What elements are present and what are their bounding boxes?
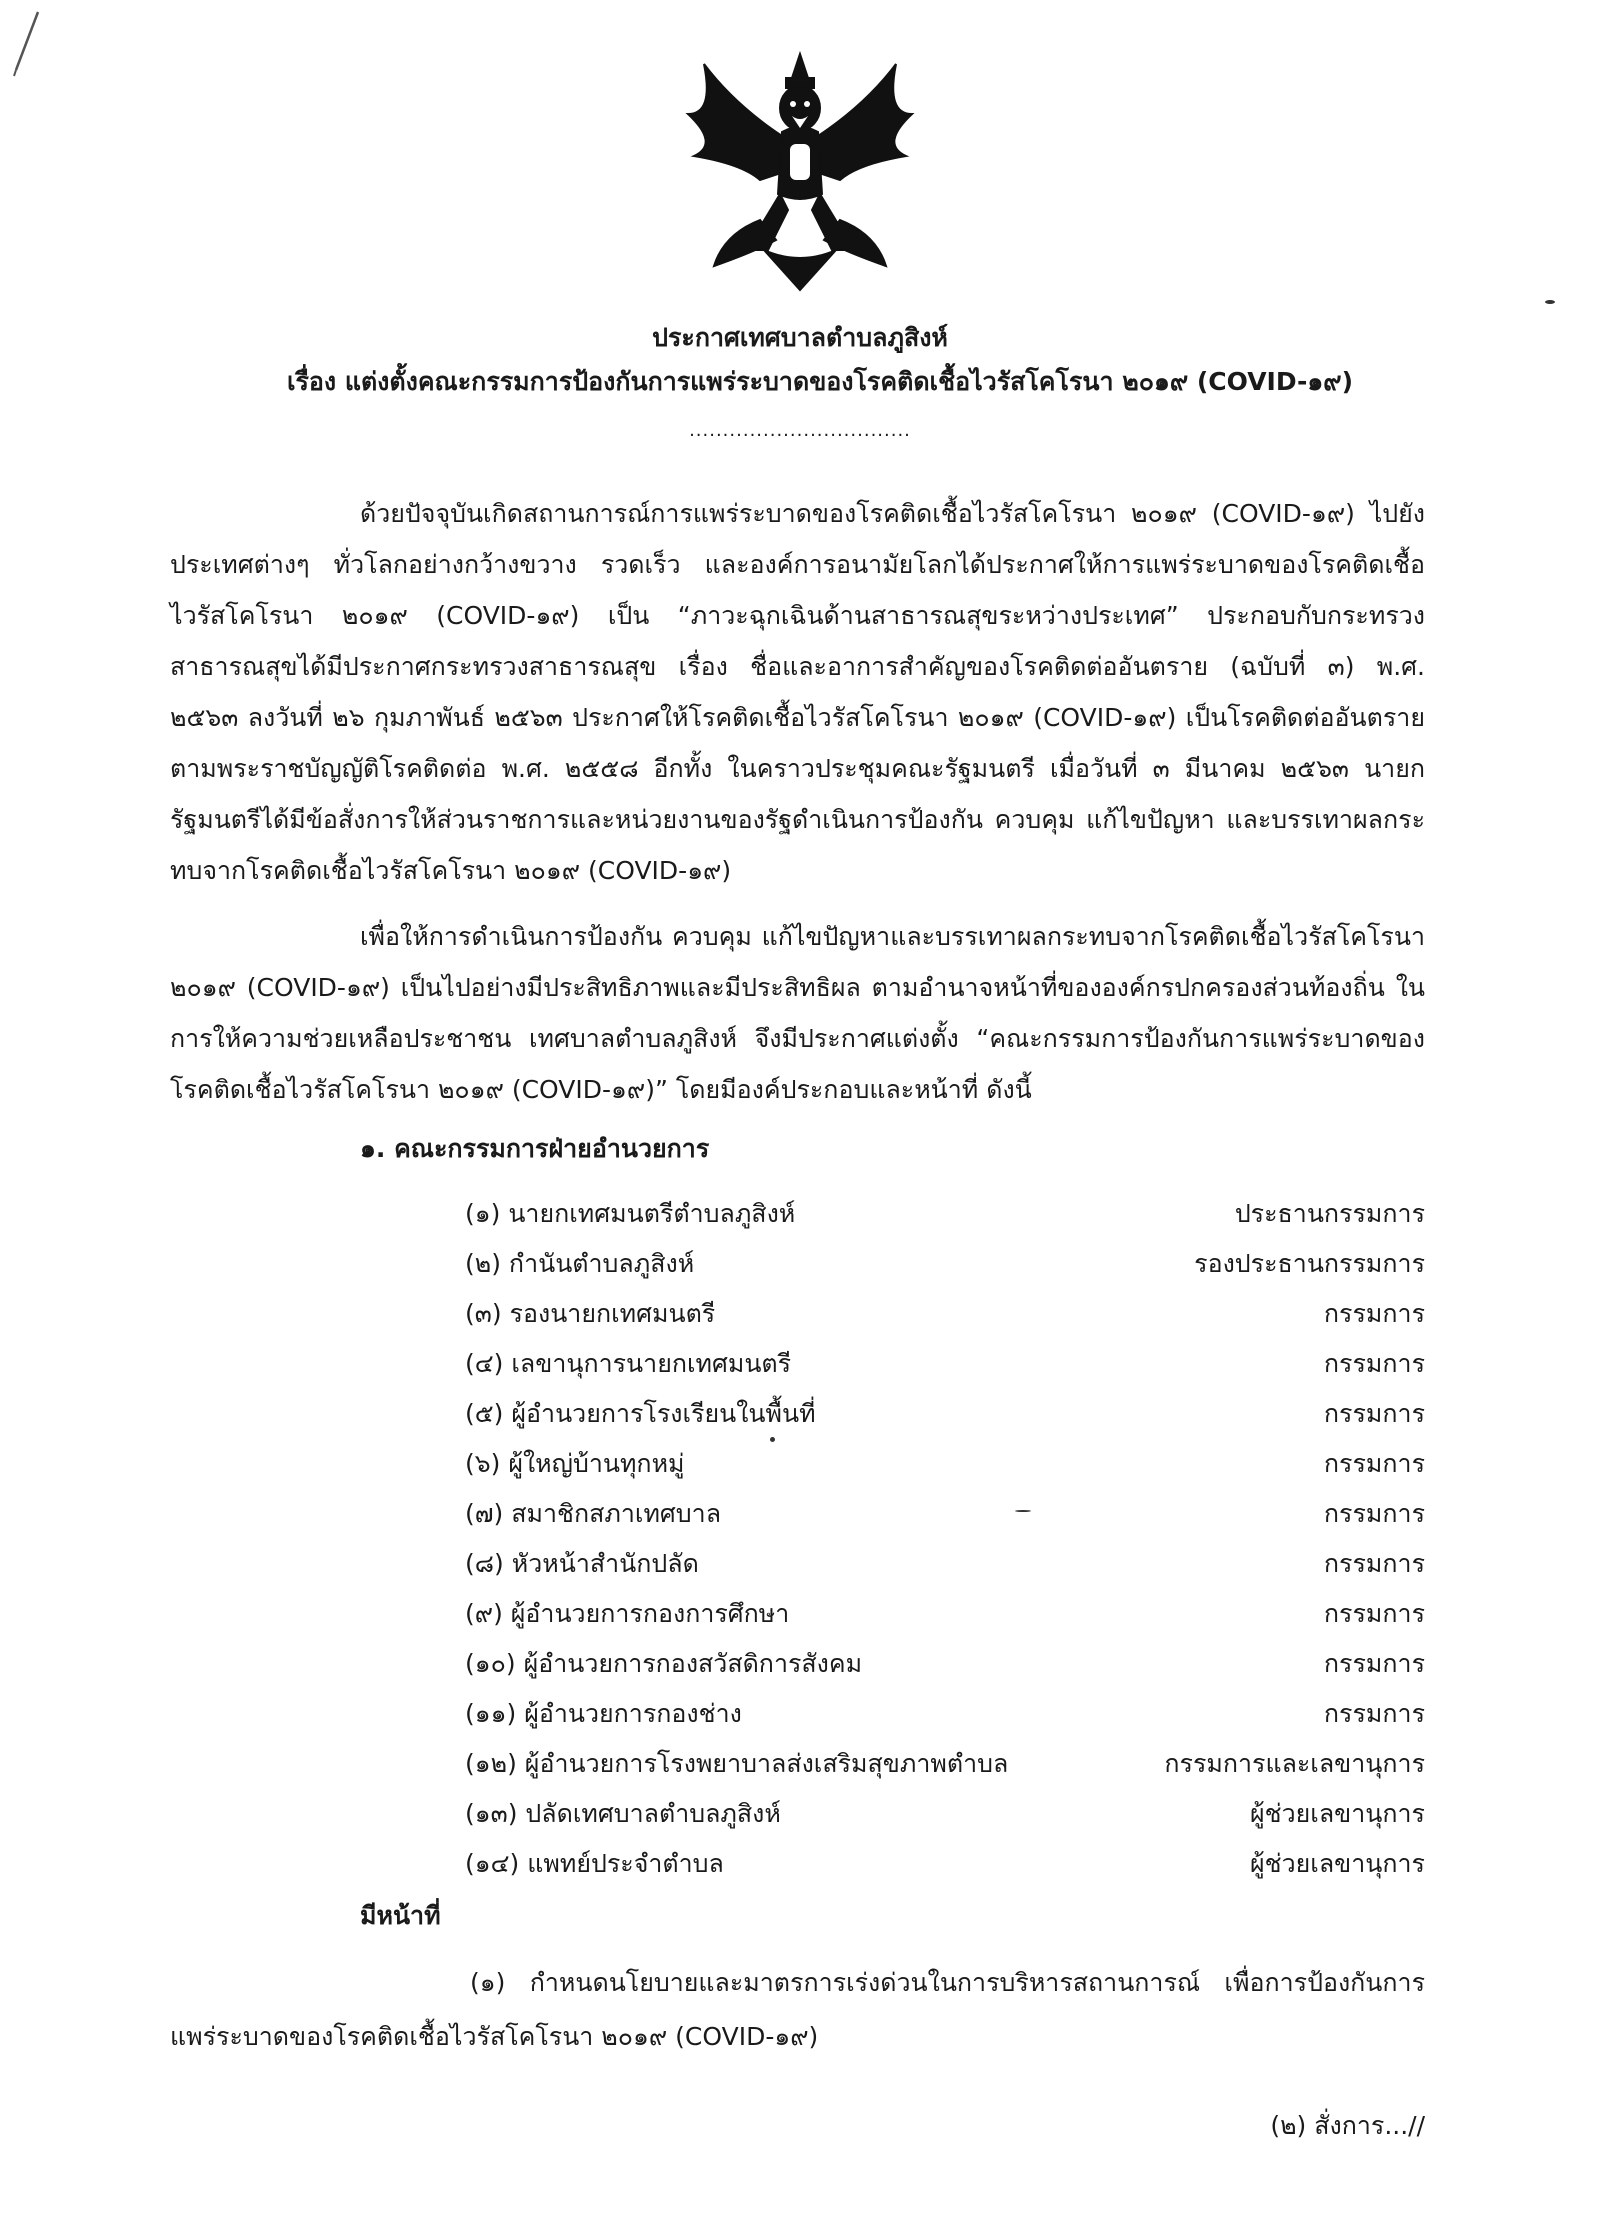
committee-member-list — [465, 1189, 1425, 1889]
member-position: (๑) นายกเทศมนตรีตำบลภูสิงห์ — [465, 1199, 796, 1228]
member-row — [465, 1189, 1425, 1239]
member-row — [465, 1589, 1425, 1639]
member-row — [465, 1239, 1425, 1289]
member-role: กรรมการ — [1323, 1549, 1425, 1578]
member-position: (๕) ผู้อำนวยการโรงเรียนในพื้นที่ — [465, 1399, 816, 1428]
scan-speck — [1545, 300, 1555, 304]
member-role: กรรมการ — [1323, 1599, 1425, 1628]
member-row — [465, 1839, 1425, 1889]
member-row — [465, 1789, 1425, 1839]
member-position: (๙) ผู้อำนวยการกองการศึกษา — [465, 1599, 790, 1628]
member-position: (๔) เลขานุการนายกเทศมนตรี — [465, 1349, 792, 1378]
member-position: (๑๔) แพทย์ประจำตำบล — [465, 1849, 724, 1878]
announcement-title: ประกาศเทศบาลตำบลภูสิงห์ — [652, 323, 948, 352]
member-role: กรรมการ — [1323, 1449, 1425, 1478]
member-position: (๘) หัวหน้าสำนักปลัด — [465, 1549, 699, 1578]
member-position: (๑๒) ผู้อำนวยการโรงพยาบาลส่งเสริมสุขภาพตำบล — [465, 1749, 1009, 1778]
duty-text: (๑) กำหนดนโยบายและมาตรการเร่งด่วนในการบริหารสถานการณ์ เพื่อการป้องกันการแพร่ระบาดของโรคติดเชื้อไวรัสโคโรนา ๒๐๑๙ (COVID-๑๙) — [170, 1968, 1425, 2051]
member-row — [465, 1439, 1425, 1489]
duty-item — [170, 1956, 1425, 2064]
member-position: (๒) กำนันตำบลภูสิงห์ — [465, 1249, 695, 1278]
member-row — [465, 1639, 1425, 1689]
member-row — [465, 1739, 1425, 1789]
member-position: (๓) รองนายกเทศมนตรี — [465, 1299, 716, 1328]
member-role: กรรมการ — [1323, 1649, 1425, 1678]
member-role: กรรมการ — [1323, 1299, 1425, 1328]
preamble-paragraph — [170, 488, 1425, 896]
member-position: (๖) ผู้ใหญ่บ้านทุกหมู่ — [465, 1449, 685, 1478]
member-row — [465, 1289, 1425, 1339]
member-role: กรรมการ — [1323, 1399, 1425, 1428]
member-row — [465, 1389, 1425, 1439]
committee-heading: ๑. คณะกรรมการฝ่ายอำนวยการ — [360, 1134, 710, 1163]
duties-heading: มีหน้าที่ — [360, 1901, 441, 1930]
member-position: (๑๑) ผู้อำนวยการกองช่าง — [465, 1699, 742, 1728]
member-role: ผู้ช่วยเลขานุการ — [1250, 1799, 1425, 1828]
preamble-text: ด้วยปัจจุบันเกิดสถานการณ์การแพร่ระบาดของโรคติดเชื้อไวรัสโคโรนา ๒๐๑๙ (COVID-๑๙) ไปยังประเทศต่างๆ ทั่วโลกอย่างกว้างขวาง รวดเร็ว และองค์การอนามัยโลกได้ประกาศให้การแพร่ระบาดของโรคติดเชื้อไวรัสโคโรนา ๒๐๑๙ (COVID-๑๙) เป็น “ภาวะฉุกเฉินด้านสาธารณสุขระหว่างประเทศ” ประกอบกับกระทรวงสาธารณสุขได้มีประกาศกระทรวงสาธารณสุข เรื่อง ชื่อและอาการสำคัญของโรคติดต่ออันตราย (ฉบับที่ ๓) พ.ศ. ๒๕๖๓ ลงวันที่ ๒๖ กุมภาพันธ์ ๒๕๖๓ ประกาศให้โรคติดเชื้อไวรัสโคโรนา ๒๐๑๙ (COVID-๑๙) เป็นโรคติดต่ออันตรายตามพระราชบัญญัติโรคติดต่อ พ.ศ. ๒๕๕๘ อีกทั้ง ในคราวประชุมคณะรัฐมนตรี เมื่อวันที่ ๓ มีนาคม ๒๕๖๓ นายกรัฐมนตรีได้มีข้อสั่งการให้ส่วนราชการและหน่วยงานของรัฐดำเนินการป้องกัน ควบคุม แก้ไขปัญหา และบรรเทาผลกระทบจากโรคติดเชื้อไวรัสโคโรนา ๒๐๑๙ (COVID-๑๙) — [170, 499, 1425, 885]
page-continuation: (๒) สั่งการ...// — [1270, 2111, 1425, 2140]
member-role: กรรมการ — [1323, 1349, 1425, 1378]
garuda-emblem — [664, 44, 936, 300]
member-row — [465, 1489, 1425, 1539]
member-row — [465, 1689, 1425, 1739]
pen-stroke-mark — [8, 8, 48, 78]
member-role: ประธานกรรมการ — [1234, 1199, 1425, 1228]
member-row — [465, 1339, 1425, 1389]
separator-dots: ................................. — [689, 420, 911, 441]
member-position: (๗) สมาชิกสภาเทศบาล — [465, 1499, 722, 1528]
purpose-paragraph — [170, 911, 1425, 1115]
member-role: ผู้ช่วยเลขานุการ — [1250, 1849, 1425, 1878]
member-role: กรรมการ — [1323, 1499, 1425, 1528]
member-role: กรรมการ — [1323, 1699, 1425, 1728]
member-role: รองประธานกรรมการ — [1194, 1249, 1425, 1278]
member-role: กรรมการและเลขานุการ — [1164, 1749, 1425, 1778]
member-row — [465, 1539, 1425, 1589]
purpose-text: เพื่อให้การดำเนินการป้องกัน ควบคุม แก้ไขปัญหาและบรรเทาผลกระทบจากโรคติดเชื้อไวรัสโคโรนา ๒๐๑๙ (COVID-๑๙) เป็นไปอย่างมีประสิทธิภาพและมีประสิทธิผล ตามอำนาจหน้าที่ขององค์กรปกครองส่วนท้องถิ่น ในการให้ความช่วยเหลือประชาชน เทศบาลตำบลภูสิงห์ จึงมีประกาศแต่งตั้ง “คณะกรรมการป้องกันการแพร่ระบาดของโรคติดเชื้อไวรัสโคโรนา ๒๐๑๙ (COVID-๑๙)” โดยมีองค์ประกอบและหน้าที่ ดังนี้ — [170, 922, 1425, 1104]
announcement-subject: เรื่อง แต่งตั้งคณะกรรมการป้องกันการแพร่ระบาดของโรคติดเชื้อไวรัสโคโรนา ๒๐๑๙ (COVID-๑๙) — [286, 367, 1354, 396]
member-position: (๑๐) ผู้อำนวยการกองสวัสดิการสังคม — [465, 1649, 863, 1678]
member-position: (๑๓) ปลัดเทศบาลตำบลภูสิงห์ — [465, 1799, 781, 1828]
